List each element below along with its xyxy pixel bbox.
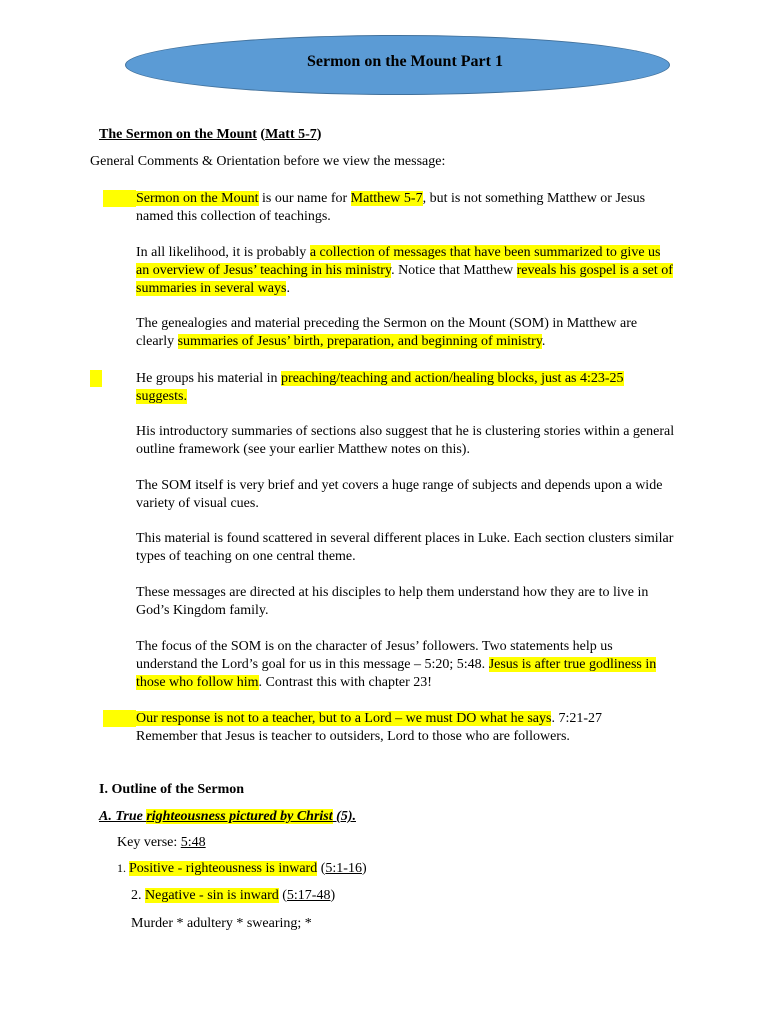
section-heading: The Sermon on the Mount (Matt 5-7) [99, 127, 322, 142]
outline-heading: I. Outline of the Sermon [99, 782, 245, 797]
paragraph-3: The genealogies and material preceding the Sermon on the Mount (SOM) in Matthew are clearly summaries of Jesus’ birth, preparation, and beginning of ministry. [136, 316, 638, 349]
section-a-heading: A. True righteousness pictured by Christ (5). [99, 809, 356, 824]
paragraph-5: His introductory summaries of sections also suggest that he is clustering stories within a general outline framework (see your earlier Matthew notes on this). [136, 424, 675, 457]
paragraph-2: In all likelihood, it is probably a collection of messages that have been summarized to give us an overview of Jesus’ teaching in his ministry. Notice that Matthew reveals his gospel is a set of summaries in several ways. [136, 245, 673, 296]
sin-list: Murder * adultery * swearing; * [131, 916, 312, 931]
outline-item-1: 1. Positive - righteousness is inward (5:1-16) [117, 861, 367, 876]
highlight-marker [103, 710, 136, 727]
highlight-marker [103, 190, 136, 207]
highlight-marker [90, 370, 102, 387]
paragraph-7: This material is found scattered in several different places in Luke. Each section clusters similar types of teaching on one central theme. [136, 531, 674, 564]
outline-item-2: 2. Negative - sin is inward (5:17-48) [131, 888, 336, 903]
intro-text: General Comments & Orientation before we view the message: [90, 154, 446, 169]
paragraph-1: Sermon on the Mount is our name for Matthew 5-7, but is not something Matthew or Jesus named this collection of teachings. [136, 191, 646, 224]
paragraph-4: He groups his material in preaching/teaching and action/healing blocks, just as 4:23-25 suggests. [136, 371, 624, 404]
heading-reference: Matt 5-7 [265, 127, 317, 142]
heading-main: The Sermon on the Mount [99, 127, 257, 142]
key-verse: Key verse: 5:48 [117, 835, 206, 850]
paragraph-9: The focus of the SOM is on the character of Jesus’ followers. Two statements help us understand the Lord’s goal for us in this message – 5:20; 5:48. Jesus is after true godliness in those who follow him. Contrast this with chapter 23! [136, 639, 657, 690]
key-verse-reference: 5:48 [180, 835, 206, 850]
paragraph-6: The SOM itself is very brief and yet covers a huge range of subjects and depends upon a wide variety of visual cues. [136, 478, 663, 511]
page-title: Sermon on the Mount Part 1 [307, 53, 503, 70]
paragraph-8: These messages are directed at his disciples to help them understand how they are to live in God’s Kingdom family. [136, 585, 649, 618]
paragraph-10: Our response is not to a teacher, but to a Lord – we must DO what he says. 7:21-27 Remember that Jesus is teacher to outsiders, Lord to those who are followers. [136, 711, 603, 744]
